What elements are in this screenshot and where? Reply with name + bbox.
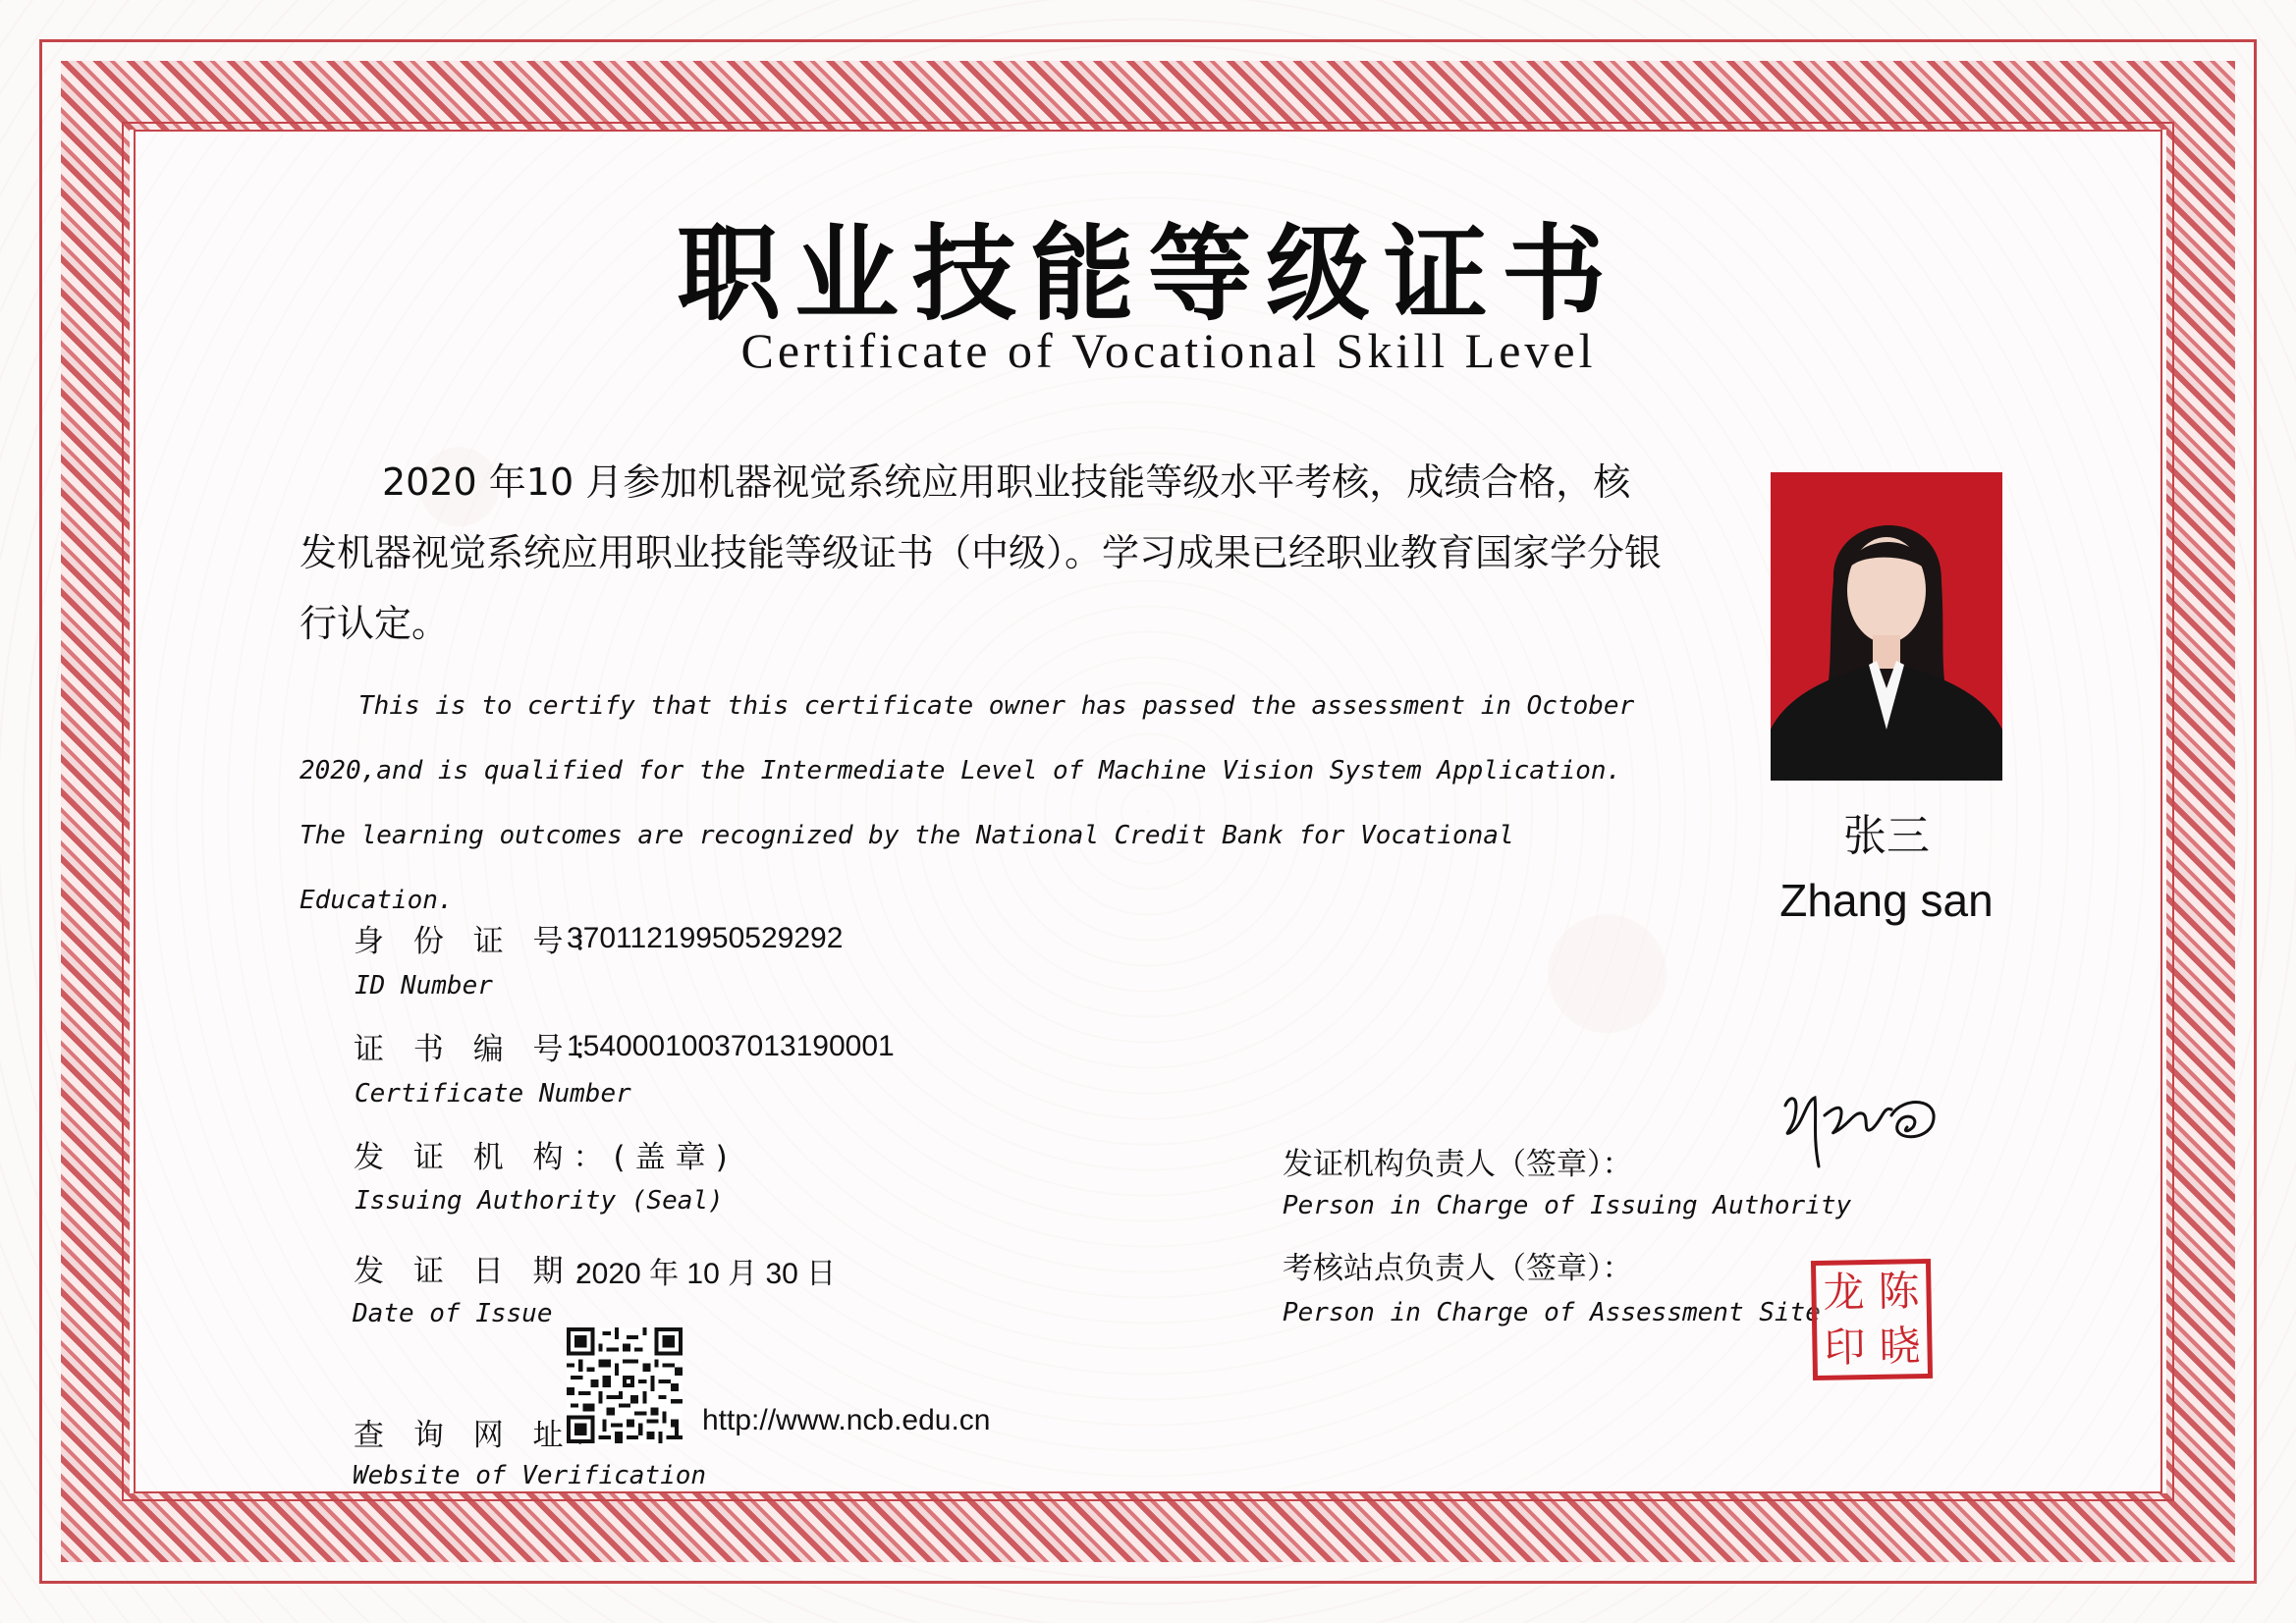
seal-char-3: 晓 — [1879, 1322, 1921, 1371]
certificate-number-label-cn: 证 书 编 号： — [354, 1032, 614, 1067]
certificate-title-en: Certificate of Vocational Skill Level — [740, 323, 1597, 378]
verification-label-en: Website of Verification — [353, 1461, 707, 1490]
personal-seal-stamp — [1811, 1259, 1933, 1380]
site-head-label-en: Person in Charge of Assessment Site — [1283, 1298, 1821, 1327]
authority-head-label-en: Person in Charge of Issuing Authority — [1283, 1191, 1852, 1220]
id-number-label-en: ID Number — [355, 971, 493, 1001]
id-number-label-cn: 身 份 证 号： — [354, 924, 614, 959]
date-of-issue-label-cn: 发 证 日 期： — [354, 1254, 614, 1289]
site-head-label-cn: 考核站点负责人（签章）： — [1283, 1251, 1633, 1286]
certificate-number-value: 15400010037013190001 — [567, 1030, 895, 1062]
certificate-title-cn: 职业技能等级证书 — [677, 214, 1619, 335]
holder-name-en: Zhang san — [1779, 875, 1994, 926]
signature — [1776, 1076, 1952, 1174]
seal-char-2: 印 — [1824, 1323, 1866, 1372]
issuing-authority-label-en: Issuing Authority (Seal) — [355, 1186, 724, 1216]
issuing-authority-label-cn: 发 证 机 构：(盖章) — [354, 1140, 738, 1175]
certification-statement-en: This is to certify that this certificate owner has passed the assessment in October 2020,and is qualified for the Intermediate Level of Machine Vision System Application. The learning outcomes are recognized by the National Credit Bank for Vocational Education. — [300, 691, 1635, 915]
authority-head-label-cn: 发证机构负责人（签章）： — [1283, 1147, 1633, 1182]
date-of-issue-label-en: Date of Issue — [353, 1299, 553, 1328]
certificate-number-label-en: Certificate Number — [355, 1079, 631, 1109]
seal-char-1: 陈 — [1878, 1267, 1920, 1316]
certification-statement-cn: 2020 年10 月参加机器视觉系统应用职业技能等级水平考核，成绩合格，核发机器视觉系统应用职业技能等级证书（中级）。学习成果已经职业教育国家学分银行认定。 — [300, 460, 1663, 645]
portrait-image — [1771, 472, 2002, 781]
verification-url[interactable]: http://www.ncb.edu.cn — [702, 1404, 991, 1436]
holder-name-cn: 张三 — [1843, 811, 1930, 861]
date-of-issue-value: 2020 年 10 月 30 日 — [575, 1258, 837, 1290]
seal-char-0: 龙 — [1823, 1268, 1865, 1317]
verification-label-cn: 查 询 网 址： — [354, 1418, 614, 1453]
holder-photo — [1771, 472, 2002, 781]
id-number-value: 37011219950529292 — [567, 922, 844, 954]
